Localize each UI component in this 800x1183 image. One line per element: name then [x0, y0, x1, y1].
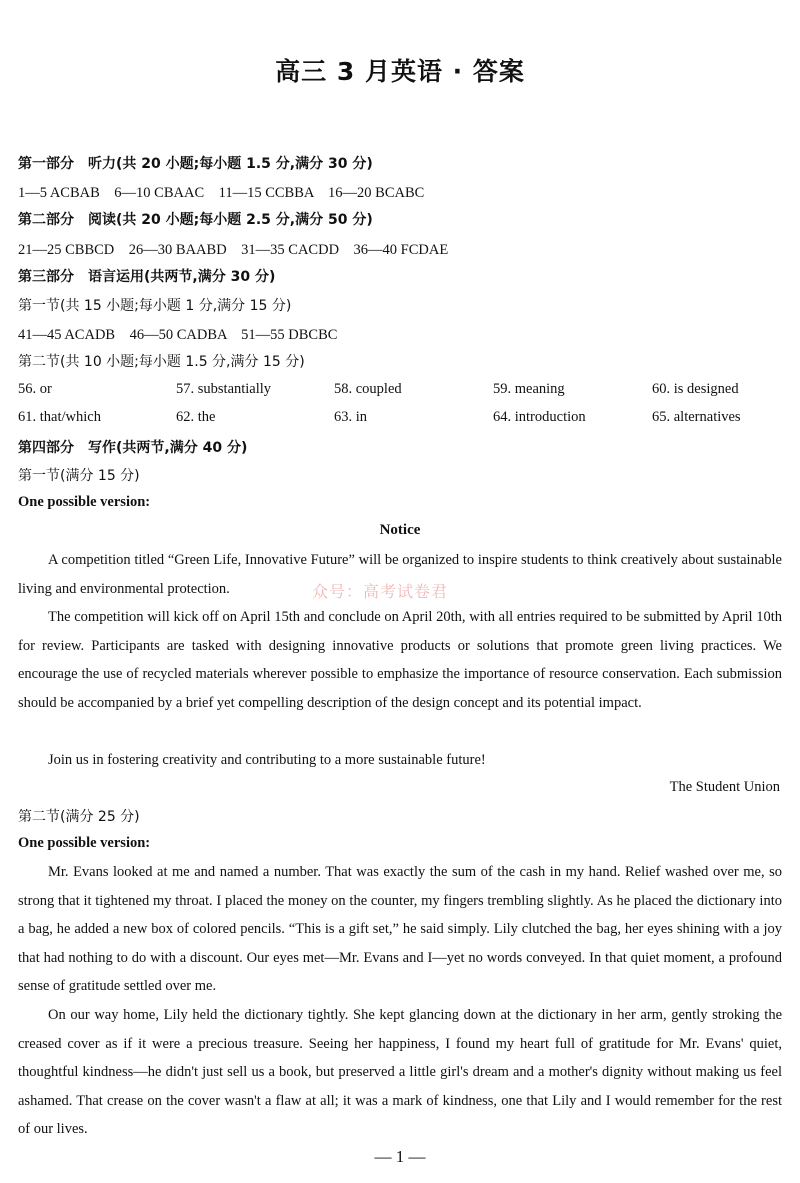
- part3-section2-heading: 第二节(共 10 小题;每小题 1.5 分,满分 15 分): [18, 354, 305, 370]
- story-paragraph: Mr. Evans looked at me and named a number. That was exactly the sum of the cash in my hand. Relief washed over me, so strong that it tightened my throat. I placed the money on the counter, my fingers trembling slightly. As he placed the dictionary into a bag, he added a new box of colored pencils. “This is a gift set,” he said simply. Lily clutched the bag, her eyes shining with a joy that had nothing to do with a discount. Our eyes met—Mr. Evans and I—yet no words conveyed. In that quiet moment, a profound sense of gratitude settled over me.: [18, 864, 782, 995]
- answer-cell: 57. substantially: [176, 381, 272, 397]
- answer-row: [18, 409, 788, 429]
- notice-paragraph: The competition will kick off on April 15th and conclude on April 20th, with all entries required to be submitted by April 10th for review. Participants are tasked with designing innovative products or solutions that promote green living practices. We encourage the use of recycled materials wherever possible to emphasize the importance of resource conservation. Each submission should be accompanied by a brief yet compelling description of the design concept and its potential impact.: [18, 609, 782, 711]
- answer-cell: 60. is designed: [652, 381, 739, 397]
- notice-title: Notice: [379, 522, 421, 538]
- part1-answers: 1—5 ACBAB 6—10 CBAAC 11—15 CCBBA 16—20 BCABC: [18, 185, 425, 201]
- part3-heading: 第三部分 语言运用(共两节,满分 30 分): [18, 269, 276, 285]
- part3-section1-heading: 第一节(共 15 小题;每小题 1 分,满分 15 分): [18, 298, 292, 314]
- answer-cell: 65. alternatives: [652, 409, 741, 425]
- answer-cell: 63. in: [334, 409, 368, 425]
- notice-paragraph: Join us in fostering creativity and contributing to a more sustainable future!: [48, 752, 486, 768]
- part2-heading: 第二部分 阅读(共 20 小题;每小题 2.5 分,满分 50 分): [18, 212, 373, 228]
- part3-section1-answers: 41—45 ACADB 46—50 CADBA 51—55 DBCBC: [18, 327, 338, 343]
- version-label: One possible version:: [18, 835, 151, 851]
- answer-row: [18, 381, 788, 401]
- part1-heading: 第一部分 听力(共 20 小题;每小题 1.5 分,满分 30 分): [18, 156, 373, 172]
- answer-cell: 64. introduction: [493, 409, 586, 425]
- answer-cell: 61. that/which: [18, 409, 101, 425]
- answer-cell: 58. coupled: [334, 381, 402, 397]
- part4-heading: 第四部分 写作(共两节,满分 40 分): [18, 440, 248, 456]
- answer-cell: 59. meaning: [493, 381, 565, 397]
- page-title: 高三 3 月英语 · 答案: [275, 57, 525, 86]
- story-paragraph: On our way home, Lily held the dictionary tightly. She kept glancing down at the dictionary in her arm, gently stroking the creased cover as if it were a precious treasure. Seeing her happiness, I found my heart full of gratitude for Mr. Evans' quiet, thoughtful kindness—he didn't just sell us a book, but preserved a little girl's dream and a mother's dignity without making us feel ashamed. That crease on the cover wasn't a flaw at all; it was a mark of kindness, one that Lily and I would remember for the rest of our lives.: [18, 1007, 782, 1138]
- version-label: One possible version:: [18, 494, 151, 510]
- notice-paragraph: A competition titled “Green Life, Innovative Future” will be organized to inspire students to think creatively about sustainable living and environmental protection.: [18, 552, 782, 597]
- answer-cell: 56. or: [18, 381, 52, 397]
- part4-section1-heading: 第一节(满分 15 分): [18, 468, 140, 484]
- answer-cell: 62. the: [176, 409, 216, 425]
- part2-answers: 21—25 CBBCD 26—30 BAABD 31—35 CACDD 36—40 FCDAE: [18, 242, 449, 258]
- part4-section2-heading: 第二节(满分 25 分): [18, 809, 140, 825]
- watermark-text: 众号：高考试卷君: [312, 582, 449, 601]
- signature: The Student Union: [669, 779, 780, 795]
- page-number: — 1 —: [374, 1147, 426, 1166]
